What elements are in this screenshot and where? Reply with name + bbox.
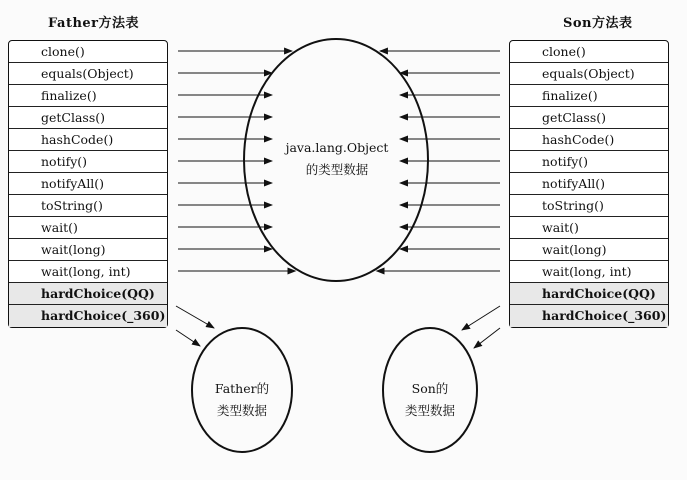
father-method-table [8, 40, 168, 328]
father-method-getclass: getClass() [9, 107, 167, 129]
object-type-data-line1: java.lang.Object [285, 140, 389, 155]
father-type-data-line1: Father的 [214, 381, 270, 396]
son-method-tostring: toString() [510, 195, 668, 217]
son-hardchoice-qq-arrow [462, 306, 500, 330]
father-table-title: Father方法表 [48, 16, 140, 31]
father-method-equals: equals(Object) [9, 63, 167, 85]
son-method-hardchoice-360: hardChoice(_360) [510, 305, 668, 327]
father-method-hardchoice-qq: hardChoice(QQ) [9, 283, 167, 305]
son-method-getclass: getClass() [510, 107, 668, 129]
object-type-data-line2: 的类型数据 [305, 162, 369, 177]
father-hardchoice-qq-arrow [176, 306, 214, 328]
son-method-hardchoice-qq: hardChoice(QQ) [510, 283, 668, 305]
father-type-data-line2: 类型数据 [216, 403, 267, 418]
son-method-notifyall: notifyAll() [510, 173, 668, 195]
father-method-clone: clone() [9, 41, 167, 63]
father-method-wait-long: wait(long) [9, 239, 167, 261]
arrow-group [176, 51, 500, 348]
father-method-wait: wait() [9, 217, 167, 239]
son-method-finalize: finalize() [510, 85, 668, 107]
father-method-wait-long-int: wait(long, int) [9, 261, 167, 283]
father-type-data-label [190, 378, 294, 422]
father-method-notify: notify() [9, 151, 167, 173]
object-type-data-label [262, 137, 412, 181]
son-method-wait-long: wait(long) [510, 239, 668, 261]
son-hardchoice-360-arrow [474, 328, 500, 348]
son-method-notify: notify() [510, 151, 668, 173]
son-type-data-label [380, 378, 480, 422]
son-method-wait-long-int: wait(long, int) [510, 261, 668, 283]
son-method-table [509, 40, 669, 328]
son-method-hashcode: hashCode() [510, 129, 668, 151]
father-method-finalize: finalize() [9, 85, 167, 107]
father-method-notifyall: notifyAll() [9, 173, 167, 195]
father-method-hashcode: hashCode() [9, 129, 167, 151]
father-hardchoice-360-arrow [176, 330, 200, 346]
son-method-clone: clone() [510, 41, 668, 63]
son-method-equals: equals(Object) [510, 63, 668, 85]
son-type-data-line1: Son的 [411, 381, 449, 396]
son-table-title: Son方法表 [563, 16, 633, 31]
son-method-wait: wait() [510, 217, 668, 239]
father-method-tostring: toString() [9, 195, 167, 217]
son-type-data-line2: 类型数据 [404, 403, 455, 418]
father-method-hardchoice-360: hardChoice(_360) [9, 305, 167, 327]
